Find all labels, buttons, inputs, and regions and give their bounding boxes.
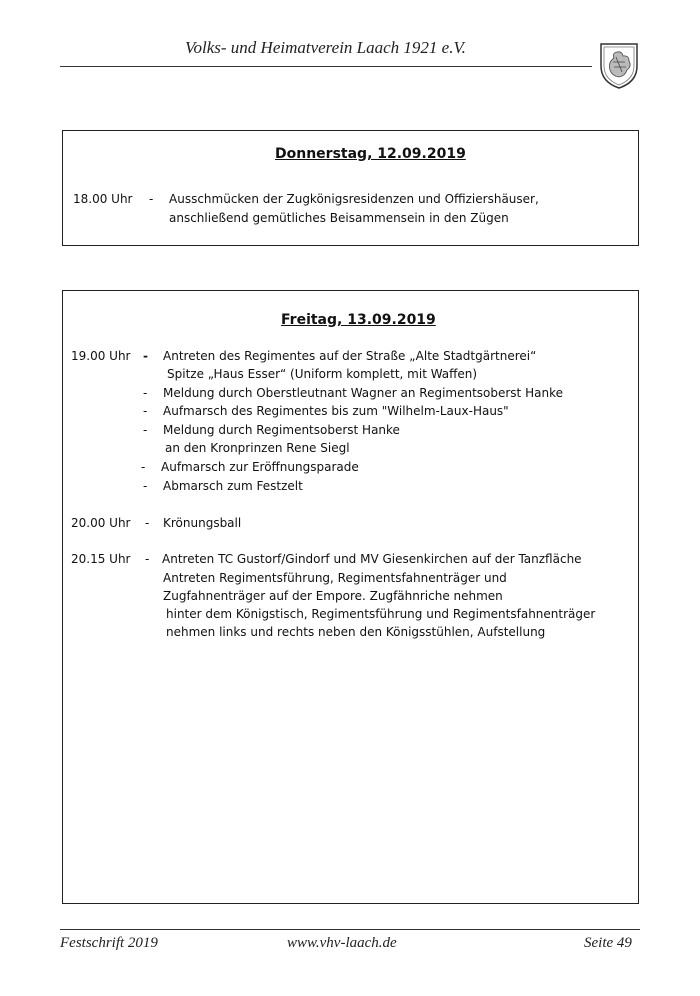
friday-item-line: Antreten TC Gustorf/Gindorf und MV Giesenkirchen auf der Tanzfläche [162,552,582,566]
friday-item-line: hinter dem Königstisch, Regimentsführung und Regimentsfahnenträger [166,607,596,621]
footer-divider [60,929,640,930]
friday-item-line: Krönungsball [163,516,242,530]
footer-publication: Festschrift 2019 [60,935,158,951]
friday-item-line: Abmarsch zum Festzelt [163,479,303,493]
friday-dash: - [145,552,150,566]
friday-time-1900: 19.00 Uhr [71,349,131,363]
coat-of-arms-icon [598,40,640,90]
friday-item-line: Zugfahnenträger auf der Empore. Zugfähnriche nehmen [163,589,503,603]
friday-item-line: Aufmarsch zur Eröffnungsparade [161,460,359,474]
friday-item-line: Meldung durch Oberstleutnant Wagner an Regimentsoberst Hanke [163,386,563,400]
thursday-line-1: Ausschmücken der Zugkönigsresidenzen und Offiziershäuser, [169,192,539,206]
friday-dash: - [143,386,148,400]
friday-item-line: Spitze „Haus Esser“ (Uniform komplett, mit Waffen) [167,367,478,381]
friday-dash: - [143,479,148,493]
friday-item-line: nehmen links und rechts neben den Königsstühlen, Aufstellung [166,625,546,639]
friday-dash: - [143,404,148,418]
friday-item-line: an den Kronprinzen Rene Siegl [165,441,350,455]
thursday-time: 18.00 Uhr [73,192,133,206]
page-header-title: Volks- und Heimatverein Laach 1921 e.V. [185,38,466,57]
friday-time-2015: 20.15 Uhr [71,552,131,566]
footer-page-number: Seite 49 [584,935,632,951]
friday-dash: - [141,460,146,474]
friday-schedule-box [62,290,639,904]
friday-time-2000: 20.00 Uhr [71,516,131,530]
thursday-schedule-box [62,130,639,246]
friday-item-line: Antreten des Regimentes auf der Straße „Alte Stadtgärtnerei“ [163,349,537,363]
footer-website-link[interactable]: www.vhv-laach.de [287,935,397,951]
friday-title: Freitag, 13.09.2019 [281,312,436,328]
friday-item-line: Aufmarsch des Regimentes bis zum "Wilhelm-Laux-Haus" [163,404,509,418]
thursday-line-2: anschließend gemütliches Beisammensein in den Zügen [169,211,509,225]
thursday-title: Donnerstag, 12.09.2019 [275,146,466,162]
friday-dash: - [143,349,148,363]
friday-dash: - [145,516,150,530]
header-divider [60,66,592,67]
friday-dash: - [143,423,148,437]
friday-item-line: Antreten Regimentsführung, Regimentsfahnenträger und [163,571,507,585]
friday-item-line: Meldung durch Regimentsoberst Hanke [163,423,400,437]
thursday-dash: - [149,192,154,206]
